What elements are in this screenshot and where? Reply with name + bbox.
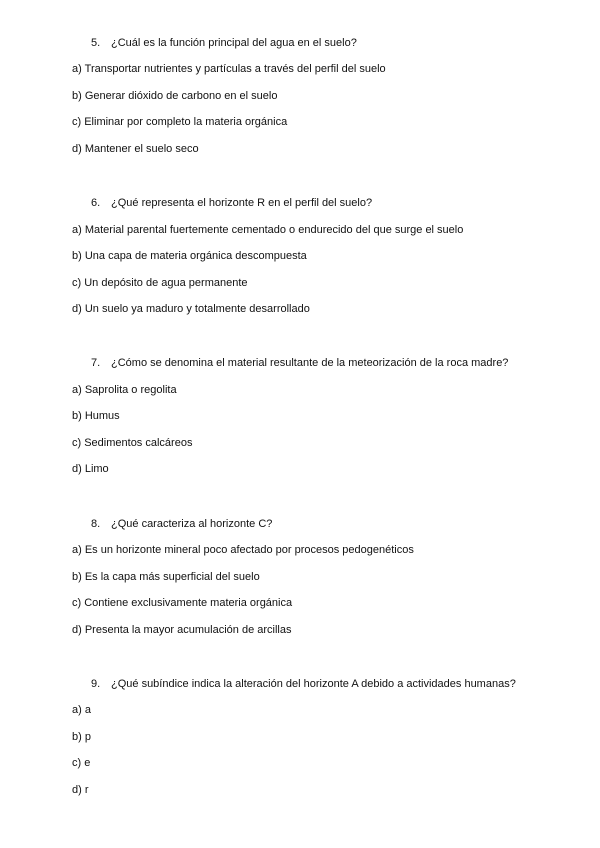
- question-number: 5.: [91, 37, 101, 49]
- answer-option: c) Contiene exclusivamente materia orgánica: [72, 597, 293, 609]
- answer-option: c) Eliminar por completo la materia orgánica: [72, 116, 288, 128]
- answer-option: d) Limo: [72, 463, 109, 475]
- answer-option: d) r: [72, 784, 89, 796]
- answer-option: d) Un suelo ya maduro y totalmente desarrollado: [72, 303, 310, 315]
- answer-option: b) Generar dióxido de carbono en el suelo: [72, 90, 278, 102]
- answer-option: b) Humus: [72, 410, 120, 422]
- answer-option: a) Transportar nutrientes y partículas a través del perfil del suelo: [72, 63, 386, 75]
- question-text: ¿Cómo se denomina el material resultante de la meteorización de la roca madre?: [111, 357, 509, 369]
- question-title: [91, 357, 508, 369]
- answer-option: d) Presenta la mayor acumulación de arcillas: [72, 624, 292, 636]
- question-title: [91, 37, 357, 49]
- question-number: 7.: [91, 357, 101, 369]
- answer-option: a) a: [72, 704, 91, 716]
- question-title: [91, 518, 272, 530]
- question-title: [91, 678, 516, 690]
- answer-option: a) Es un horizonte mineral poco afectado por procesos pedogenéticos: [72, 544, 414, 556]
- answer-option: b) p: [72, 731, 91, 743]
- answer-option: b) Es la capa más superficial del suelo: [72, 571, 260, 583]
- answer-option: c) e: [72, 757, 91, 769]
- question-text: ¿Qué caracteriza al horizonte C?: [111, 518, 273, 530]
- answer-option: c) Un depósito de agua permanente: [72, 277, 248, 289]
- question-number: 8.: [91, 518, 101, 530]
- question-text: ¿Qué subíndice indica la alteración del horizonte A debido a actividades humanas?: [111, 678, 516, 690]
- answer-option: a) Material parental fuertemente cementado o endurecido del que surge el suelo: [72, 224, 464, 236]
- question-title: [91, 197, 372, 209]
- question-text: ¿Cuál es la función principal del agua en el suelo?: [111, 37, 357, 49]
- answer-option: d) Mantener el suelo seco: [72, 143, 199, 155]
- question-number: 6.: [91, 197, 101, 209]
- answer-option: c) Sedimentos calcáreos: [72, 437, 193, 449]
- question-number: 9.: [91, 678, 101, 690]
- answer-option: a) Saprolita o regolita: [72, 384, 177, 396]
- question-text: ¿Qué representa el horizonte R en el perfil del suelo?: [111, 197, 373, 209]
- answer-option: b) Una capa de materia orgánica descompuesta: [72, 250, 307, 262]
